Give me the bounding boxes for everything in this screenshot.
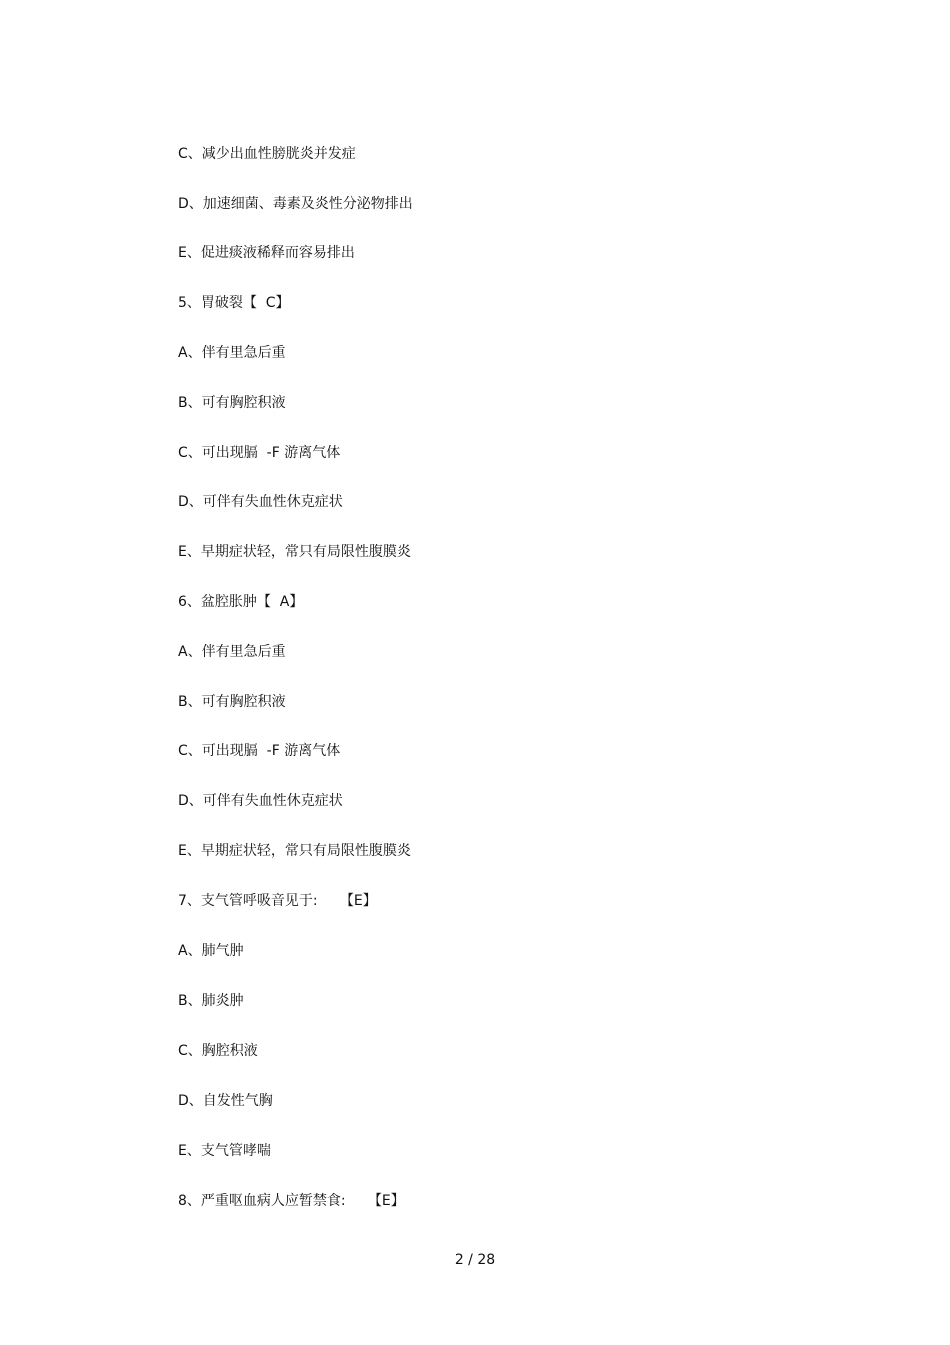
option-a-q7: A、肺气肿 [178,943,244,959]
question-7: 7、支气管呼吸音见于: 【E】 [178,893,377,909]
option-e-q5: E、早期症状轻，常只有局限性腹膜炎 [178,544,411,560]
question-5: 5、胃破裂【 C】 [178,295,290,311]
option-a-q6: A、伴有里急后重 [178,644,286,660]
option-c-q5: C、可出现膈 -F 游离气体 [178,445,341,461]
option-d-q5: D、可伴有失血性休克症状 [178,494,343,510]
option-d-q7: D、自发性气胸 [178,1093,273,1109]
option-e-q4: E、促进痰液稀释而容易排出 [178,245,355,261]
option-a-q5: A、伴有里急后重 [178,345,286,361]
question-6: 6、盆腔胀肿【 A】 [178,594,304,610]
option-d-q4: D、加速细菌、毒素及炎性分泌物排出 [178,196,413,212]
option-c-q7: C、胸腔积液 [178,1043,258,1059]
option-b-q7: B、肺炎肿 [178,993,244,1009]
option-b-q5: B、可有胸腔积液 [178,395,286,411]
option-c-q6: C、可出现膈 -F 游离气体 [178,743,341,759]
page-number: 2 / 28 [454,1252,496,1268]
question-8: 8、严重呕血病人应暂禁食: 【E】 [178,1193,405,1209]
option-c-q4: C、减少出血性膀胱炎并发症 [178,146,356,162]
option-e-q7: E、支气管哮喘 [178,1143,271,1159]
option-d-q6: D、可伴有失血性休克症状 [178,793,343,809]
option-e-q6: E、早期症状轻，常只有局限性腹膜炎 [178,843,411,859]
option-b-q6: B、可有胸腔积液 [178,694,286,710]
